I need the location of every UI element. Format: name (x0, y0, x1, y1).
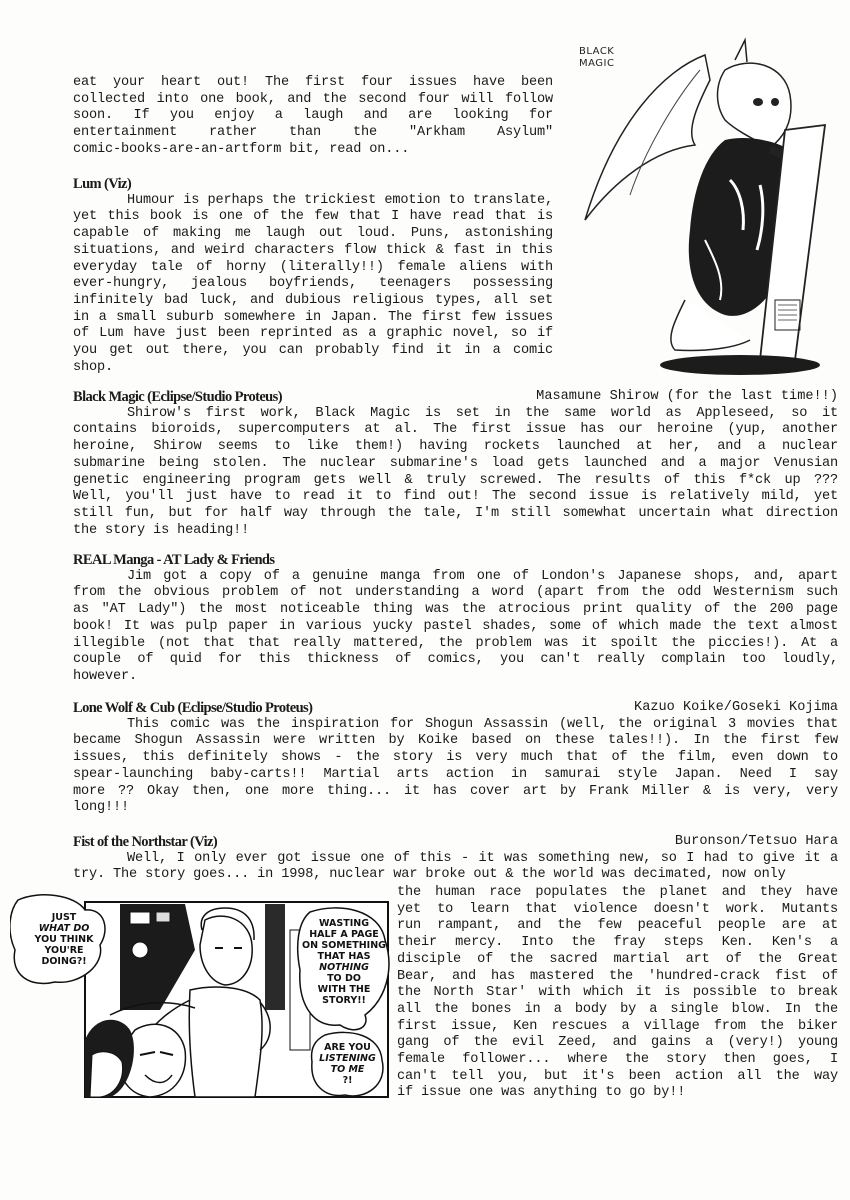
text-line: try. The story goes... in 1998, nuclear war broke out & the world was decimated, now only (73, 867, 786, 883)
text-line: first issue, Ken rescues a village from the biker (397, 1018, 838, 1034)
black-magic-illustration (575, 30, 845, 380)
text-line: gang of the evil Zeed, and gains a (very!) young (397, 1035, 838, 1051)
section-heading: Lum (Viz) (73, 176, 132, 192)
bubble-line: TO ME (330, 1064, 365, 1075)
bubble-line: LISTENING (319, 1053, 376, 1064)
text-line: Well, I only ever got issue one of this - it was something new, so I had to give it a (127, 850, 838, 866)
text-line: all the bones in a body by a single blow. In the (397, 1001, 838, 1017)
text-line: capable of making me laugh out loud. Puns, astonishing (73, 226, 553, 242)
text-line: you get out there, you can probably find it in a comic (73, 343, 553, 359)
text-line: couple of quid for this thickness of comics, you can't really complain too loudly, (73, 652, 838, 668)
real-manga-section (73, 552, 838, 686)
text-line: shop. (73, 359, 114, 375)
text-line: ever-hungry, jealous boyfriends, teenagers possessing (73, 276, 553, 292)
text-line: Humour is perhaps the trickiest emotion to translate, (127, 192, 553, 208)
black-magic-section (73, 389, 838, 539)
text-line: This comic was the inspiration for Shogun Assassin (well, the original 3 movies that (127, 716, 838, 732)
bubble-line: TO DO (327, 973, 361, 984)
lone-wolf-section (73, 700, 838, 817)
text-line: contains bioroids, supercomputers at al. The first issue has our heroine (yup, another (73, 422, 838, 438)
text-line: eat your heart out! The first four issues have been (73, 75, 553, 90)
text-line: the story is heading!! (73, 522, 250, 538)
text-line: can't tell you, but it's been action all the way (397, 1068, 838, 1084)
fist-section-top (73, 834, 838, 884)
text-line: run rampant, and the few peaceful people are at (397, 918, 838, 934)
text-line: book! It was pulp paper in various yucky pastel shades, some of which made the text almost (73, 618, 838, 634)
lone-wolf-byline: Kazuo Koike/Goseki Kojima (634, 700, 838, 715)
text-line: of Lum have just been reprinted as a graphic novel, so if (73, 326, 553, 342)
text-line: yet to learn that violence doesn't work. Mutants (397, 901, 838, 917)
caption-line: MAGIC (579, 58, 615, 69)
bubble-line: YOU THINK (34, 934, 94, 945)
text-line: the human race populates the planet and they have (397, 885, 838, 900)
bubble-line: ARE YOU (324, 1042, 371, 1053)
section-heading: Fist of the Northstar (Viz) (73, 834, 218, 850)
bubble-line: HALF A PAGE (309, 929, 379, 940)
caption-line: BLACK (579, 46, 615, 57)
text-line: Well, you'll just have to read it to find out! The second issue is relatively mild, yet (73, 489, 838, 505)
bubble-line: STORY!! (322, 995, 366, 1006)
section-heading: REAL Manga - AT Lady & Friends (73, 552, 275, 568)
bubble-line: WHAT DO (38, 923, 90, 934)
text-line: in a small suburb somewhere in Japan. The first few issues (73, 309, 553, 325)
text-line: issues, this definitely shows - the story is very much that of the film, even down to (73, 750, 838, 766)
text-line: Jim got a copy of a genuine manga from one of London's Japanese shops, and, apart (127, 568, 838, 584)
text-line: Bear, and has mastered the 'hundred-crack fist of (397, 968, 838, 984)
text-line: submarine being stolen. The nuclear submarine's load gets launched and a major Venusian (73, 455, 838, 471)
text-line: from the obvious problem of not understanding a word (apart from the odd Westernism such (73, 585, 838, 601)
section-heading: Lone Wolf & Cub (Eclipse/Studio Proteus) (73, 700, 313, 716)
text-line: spear-launching baby-carts!! Martial arts action in samurai style Japan. Need I say (73, 766, 838, 782)
bubble-line: JUST (51, 912, 77, 923)
text-line: female follower... where the story then goes, I (397, 1052, 838, 1068)
lum-section (73, 176, 553, 376)
black-magic-byline: Masamune Shirow (for the last time!!) (536, 389, 838, 404)
bubble-line: ON SOMETHING (302, 940, 386, 951)
fist-byline: Buronson/Tetsuo Hara (674, 834, 838, 849)
text-line: entertainment rather than the "Arkham Asylum" (73, 125, 553, 141)
black-magic-drawing (575, 30, 845, 380)
text-line: infinitely bad luck, and dubious religious types, all set (73, 292, 553, 308)
text-line: yet this book is one of the few that I have read that is (73, 209, 553, 225)
text-line: heroine, Shirow seems to like them!) having rockets launched at her, and a nuclear (73, 439, 838, 455)
text-line: their mercy. Into the fray steps Ken. Ken's a (397, 935, 838, 951)
text-line: disciple of the sacred martial art of the Great (397, 951, 838, 967)
text-line: comic-books-are-an-artform bit, read on... (73, 141, 410, 157)
text-line: illegible (not that that really mattered, the problem was it spoilt the piccies!). At a (73, 635, 838, 651)
text-line: the North Star' with which it is possible to break (397, 985, 838, 1001)
bubble-line: ?! (342, 1075, 353, 1086)
text-line: still fun, but for half way through the tale, I'm still somewhat uncertain what direction (73, 505, 838, 521)
text-line: collected into one book, and the second four will follow (73, 91, 553, 107)
bubble-line: THAT HAS (317, 951, 371, 962)
text-line: as "AT Lady") the most noticeable thing was the atrocious print quality of the 200 page (73, 602, 838, 618)
black-magic-caption (579, 46, 614, 70)
speech-bubble-right-top (300, 918, 388, 1006)
text-line: situations, and weird characters flow thick & fast in this (73, 242, 553, 258)
text-line: more ?? Okay then, one more thing... it has cover art by Frank Miller & is very, very (73, 783, 838, 799)
text-line: Shirow's first work, Black Magic is set in the same world as Appleseed, so it (127, 405, 838, 421)
text-line: soon. If you enjoy a laugh and are looking for (73, 108, 553, 124)
text-line: long!!! (73, 800, 130, 816)
text-line: became Shogun Assassin were written by Koike based on these tales!!). In the first few (73, 733, 838, 749)
bubble-line: DOING?! (41, 956, 87, 967)
intro-paragraph (73, 75, 553, 159)
text-line: everyday tale of horny (literally!!) female aliens with (73, 259, 553, 275)
section-heading: Black Magic (Eclipse/Studio Proteus) (73, 389, 282, 405)
speech-bubble-left (26, 912, 102, 967)
bubble-line: WASTING (318, 918, 369, 929)
fist-section-column (397, 885, 838, 1102)
text-line: however. (73, 668, 138, 684)
text-line: genetic engineering program gets well & truly screwed. The results of this f*ck up ??? (73, 472, 838, 488)
fist-comic-panel (10, 890, 395, 1102)
bubble-line: WITH THE (317, 984, 371, 995)
bubble-line: YOU'RE (44, 945, 84, 956)
text-line: if issue one was anything to go by!! (397, 1085, 686, 1101)
speech-bubble-right-bottom (310, 1042, 385, 1086)
bubble-line: NOTHING (319, 962, 369, 973)
